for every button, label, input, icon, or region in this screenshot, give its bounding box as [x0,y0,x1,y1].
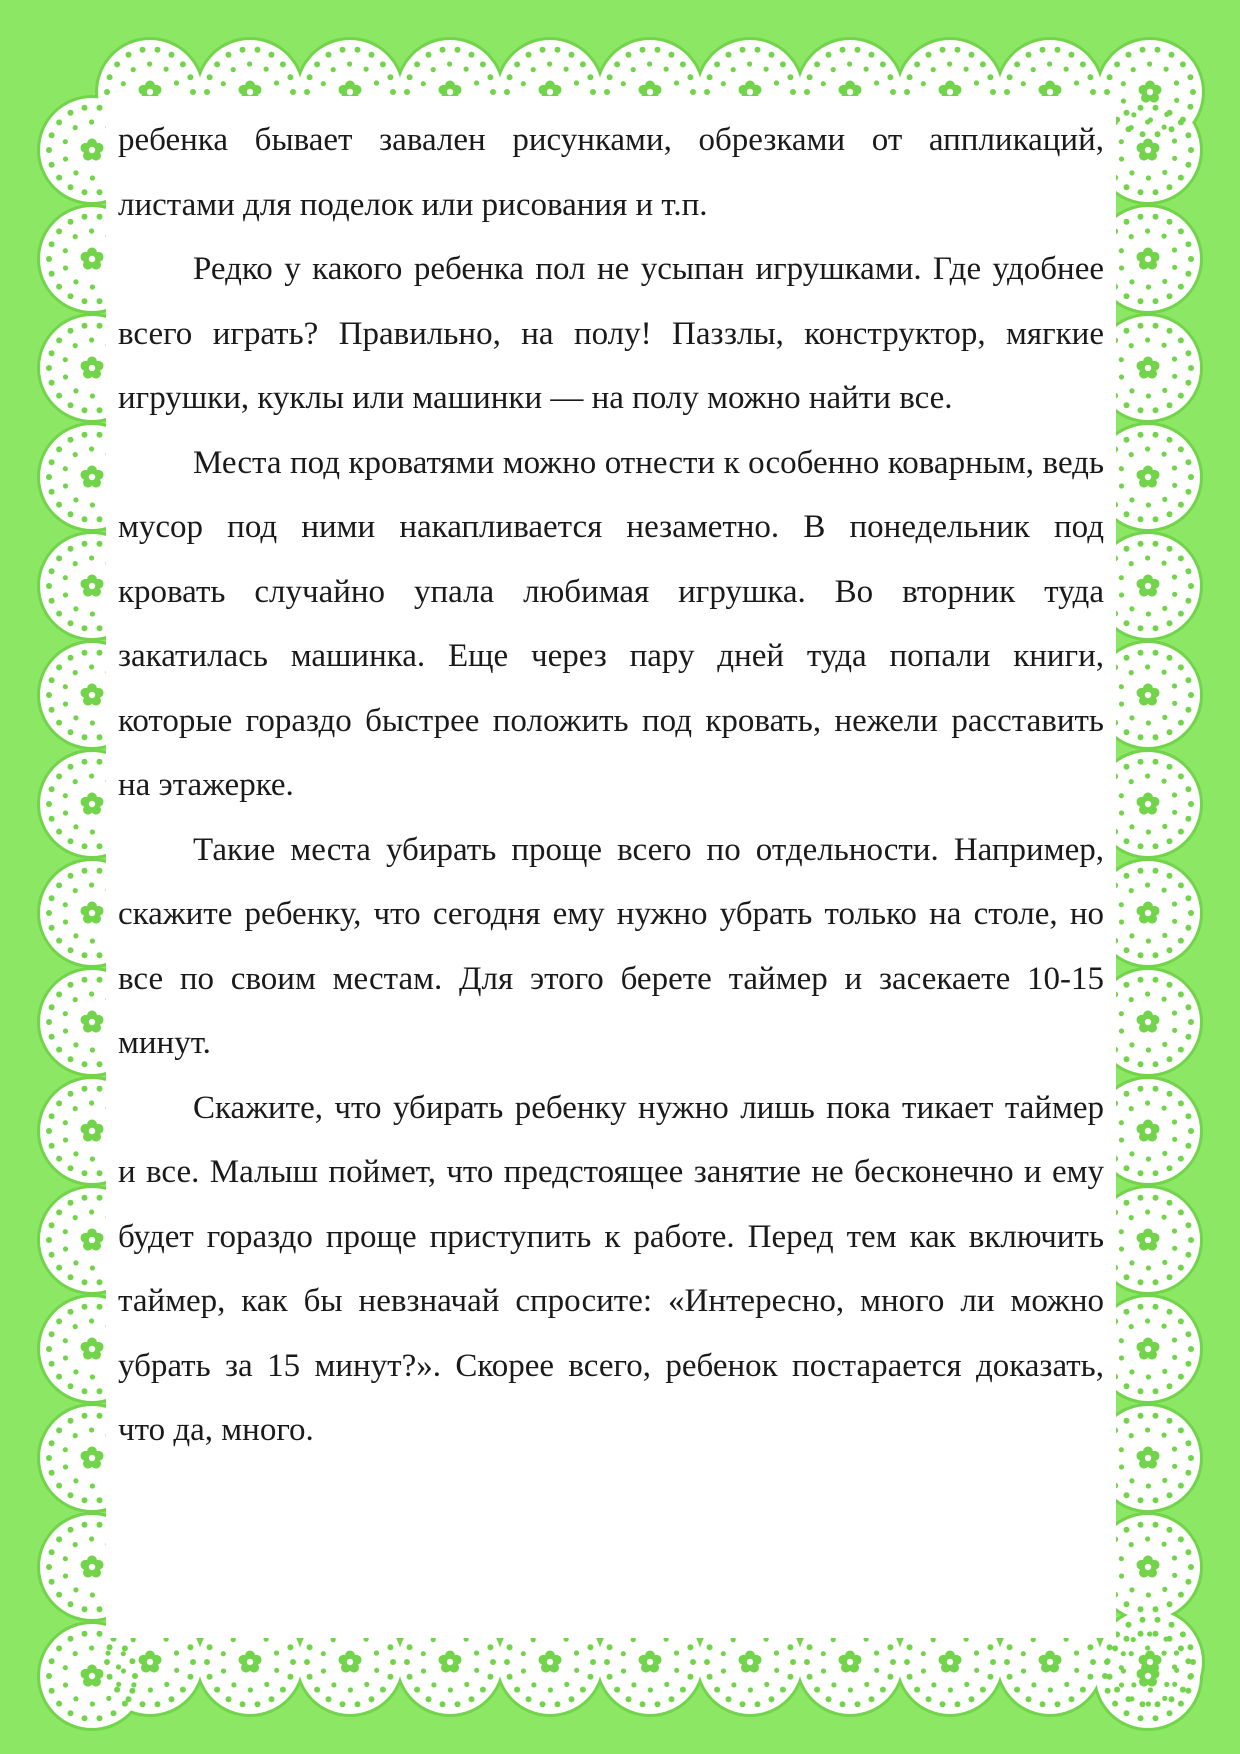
document-text [118,108,1104,1463]
paragraph-3: Места под кроватями можно отнести к особенно коварным, ведь мусор под ними накапливается незаметно. В понедельник под кровать случайно упала любимая игрушка. Во вторник туда закатилась машинка. Еще через пару дней туда попали книги, которые гораздо быстрее положить под кровать, нежели расставить на этажерке. [118,444,1104,803]
paragraph-2: Редко у какого ребенка пол не усыпан игрушками. Где удобнее всего играть? Правильно, на полу! Паззлы, конструктор, мягкие игрушки, куклы или машинки — на полу можно найти все. [118,251,1104,416]
paragraph-1: ребенка бывает завален рисунками, обрезками от аппликаций, листами для поделок или рисования и т.п. [118,122,1104,223]
paragraph-4: Такие места убирать проще всего по отдельности. Например, скажите ребенку, что сегодня ему нужно убрать только на столе, но все по своим местам. Для этого берете таймер и засекаете 10-15 минут. [118,831,1104,1061]
paragraph-5: Скажите, что убирать ребенку нужно лишь пока тикает таймер и все. Малыш поймет, что предстоящее занятие не бесконечно и ему будет гораздо проще приступить к работе. Перед тем как включить таймер, как бы невзначай спросите: «Интересно, много ли можно убрать за 15 минут?». Скорее всего, ребенок постарается доказать, что да, много. [118,1089,1104,1448]
